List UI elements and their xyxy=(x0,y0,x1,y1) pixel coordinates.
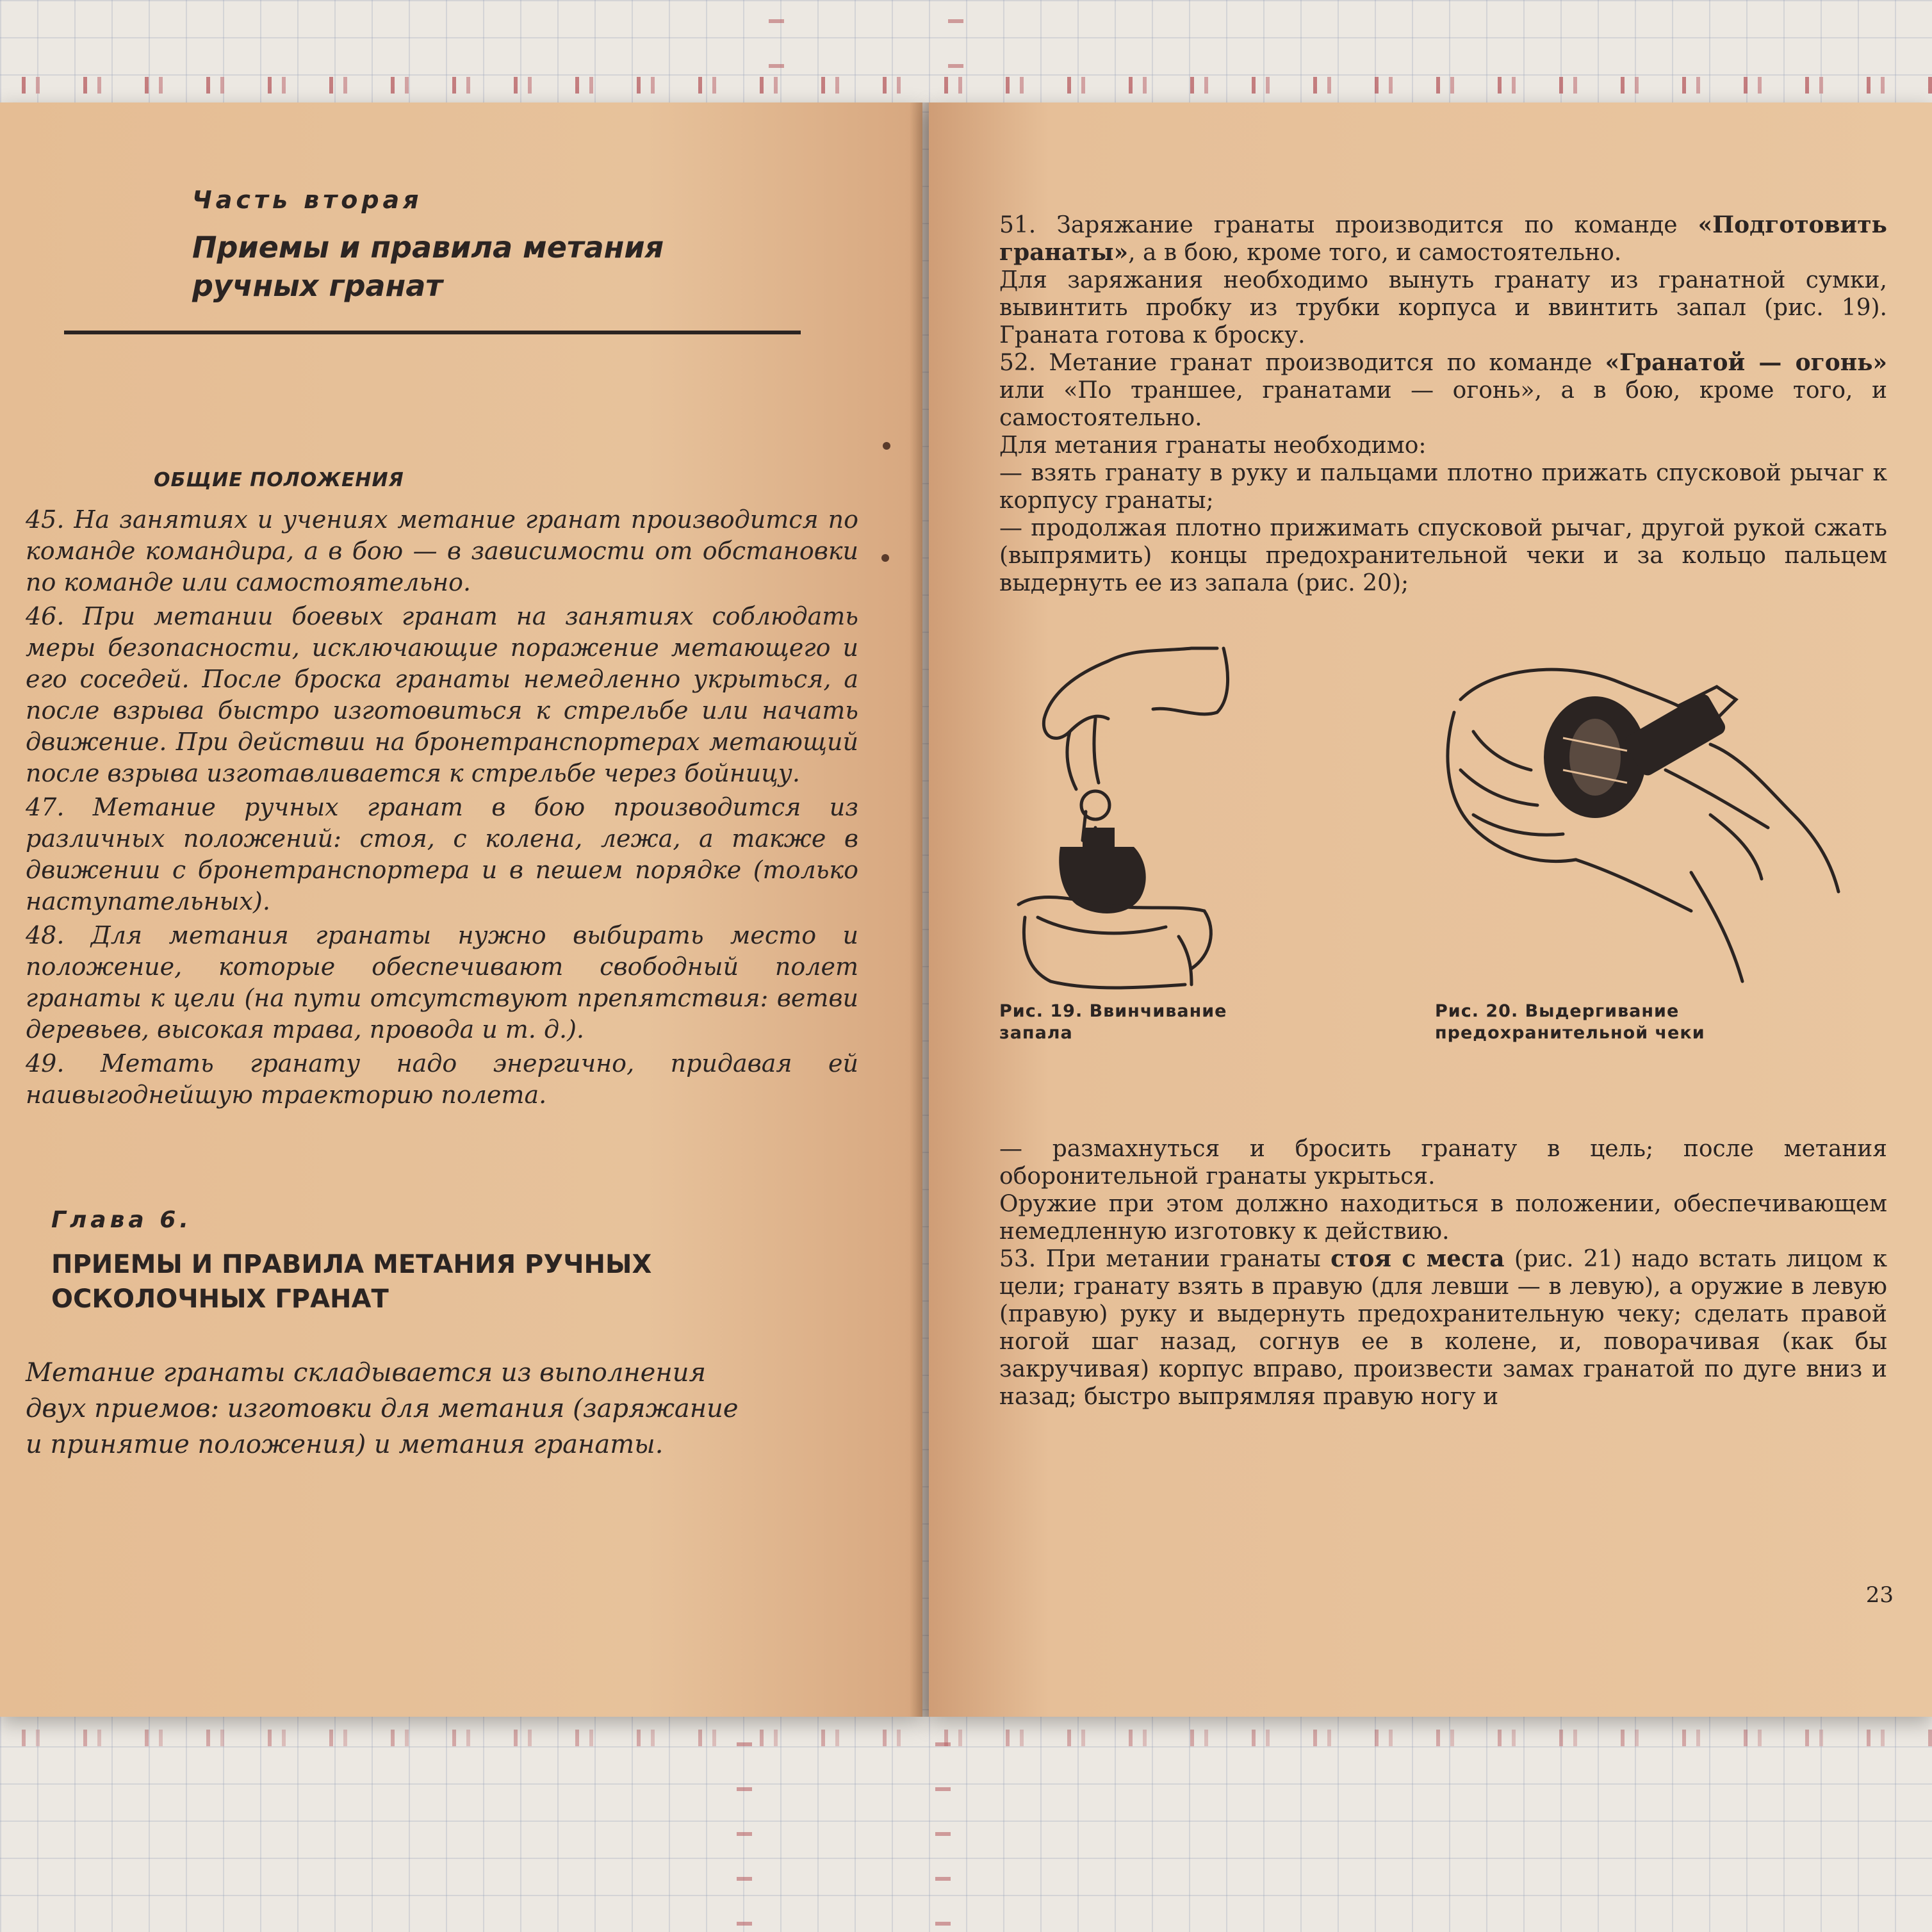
paragraph-46: 46. При метании боевых гранат на занятиях соблюдать меры безопасности, исключающие поражение метающего и его соседей. После броска гранаты немедленно укрыться, а после взрыва быстро изготовиться к стрельбе или начать движение. При действии на бронетранспортерах метающий после взрыва изготавливается к стрельбе через бойницу. xyxy=(26,602,858,787)
right-page xyxy=(929,102,1932,1717)
ornament-border-vertical xyxy=(737,1723,752,1932)
paragraph-weapon-position: Оружие при этом должно находиться в положении, обеспечивающем немедленную изготовку к действию. xyxy=(999,1191,1887,1245)
paragraph-throwing-intro: Для метания гранаты необходимо: xyxy=(999,432,1427,459)
paragraph-51: 51. Заряжание гранаты производится по команде «Подготовить гранаты», а в бою, кроме того, и самостоятельно. xyxy=(999,211,1887,266)
paragraph-45: 45. На занятиях и учениях метание гранат производится по команде командира, а в бою — в зависимости от обстановки по команде или самостоятельно. xyxy=(26,505,858,596)
intro-paragraph: Метание гранаты складывается из выполнения двух приемов: изготовки для метания (заряжание и принятие положения) и метания гранаты. xyxy=(26,1358,739,1459)
ornament-border-vertical xyxy=(769,0,784,90)
section-heading: ОБЩИЕ ПОЛОЖЕНИЯ xyxy=(154,469,404,491)
figure-19 xyxy=(999,635,1268,1044)
hands-pulling-safety-pin-illustration xyxy=(1435,661,1845,994)
part-label: Часть вторая xyxy=(192,186,423,214)
ornament-border-vertical xyxy=(935,1723,951,1932)
title-rule xyxy=(64,331,801,334)
chapter-label: Глава 6. xyxy=(51,1207,192,1233)
paragraph-49: 49. Метать гранату надо энергично, придавая ей наивыгоднейшую траекторию полета. xyxy=(26,1049,858,1109)
paragraph-loading: Для заряжания необходимо вынуть гранату из гранатной сумки, вывинтить пробку из трубки корпуса и ввинтить запал (рис. 19). Граната готова к броску. xyxy=(999,267,1887,348)
paragraph-47: 47. Метание ручных гранат в бою производится из различных положений: стоя, с колена, лежа, а также в движении с бронетранспортера и в пешем порядке (только наступательных). xyxy=(26,793,858,915)
binding-hole xyxy=(881,554,889,562)
list-item: — продолжая плотно прижимать спусковой рычаг, другой рукой сжать (выпрямить) концы предохранительной чеки и за кольцо пальцем выдернуть ее из запала (рис. 20); xyxy=(999,515,1887,596)
figure-19-caption: Рис. 19. Ввинчивание запала xyxy=(999,1001,1227,1043)
left-page xyxy=(0,102,922,1717)
figure-20-caption: Рис. 20. Выдергивание предохранительной чеки xyxy=(1435,1001,1705,1043)
page-number: 23 xyxy=(1865,1582,1894,1608)
paragraph-53: 53. При метании гранаты стоя с места (рис. 21) надо встать лицом к цели; гранату взять в правую (для левши — в левую), а оружие в левую (правую) руку и выдернуть предохранительную чеку; сделать правой ногой шаг назад, согнув ее в колене, и, поворачивая (как бы закручивая) корпус вправо, произвести замах гранатой по дуге вниз и назад; быстро выпрямляя правую ногу и xyxy=(999,1245,1887,1410)
figure-20 xyxy=(1435,661,1883,1044)
ornament-border-bottom xyxy=(0,1730,1932,1746)
paragraph-52: 52. Метание гранат производится по команде «Гранатой — огонь» или «По траншее, гранатами — огонь», а в бою, кроме того, и самостоятельно. xyxy=(999,349,1888,431)
figures-block xyxy=(999,635,1887,1109)
list-item: — размахнуться и бросить гранату в цель; после метания оборонительной гранаты укрыться. xyxy=(999,1136,1887,1190)
chapter-title: ПРИЕМЫ И ПРАВИЛА МЕТАНИЯ РУЧНЫХ ОСКОЛОЧНЫХ ГРАНАТ xyxy=(51,1250,652,1314)
part-title: Приемы и правила метания ручных гранат xyxy=(192,230,664,303)
list-item: — взять гранату в руку и пальцами плотно прижать спусковой рычаг к корпусу гранаты; xyxy=(999,460,1887,514)
paragraph-48: 48. Для метания гранаты нужно выбирать место и положение, которые обеспечивают свободный полет гранаты к цели (на пути отсутствуют препятствия: ветви деревьев, высокая трава, провода и т. д.). xyxy=(26,921,858,1044)
binding-hole xyxy=(883,442,890,450)
hand-screwing-fuse-illustration xyxy=(999,635,1256,994)
ornament-border-top xyxy=(0,77,1932,94)
